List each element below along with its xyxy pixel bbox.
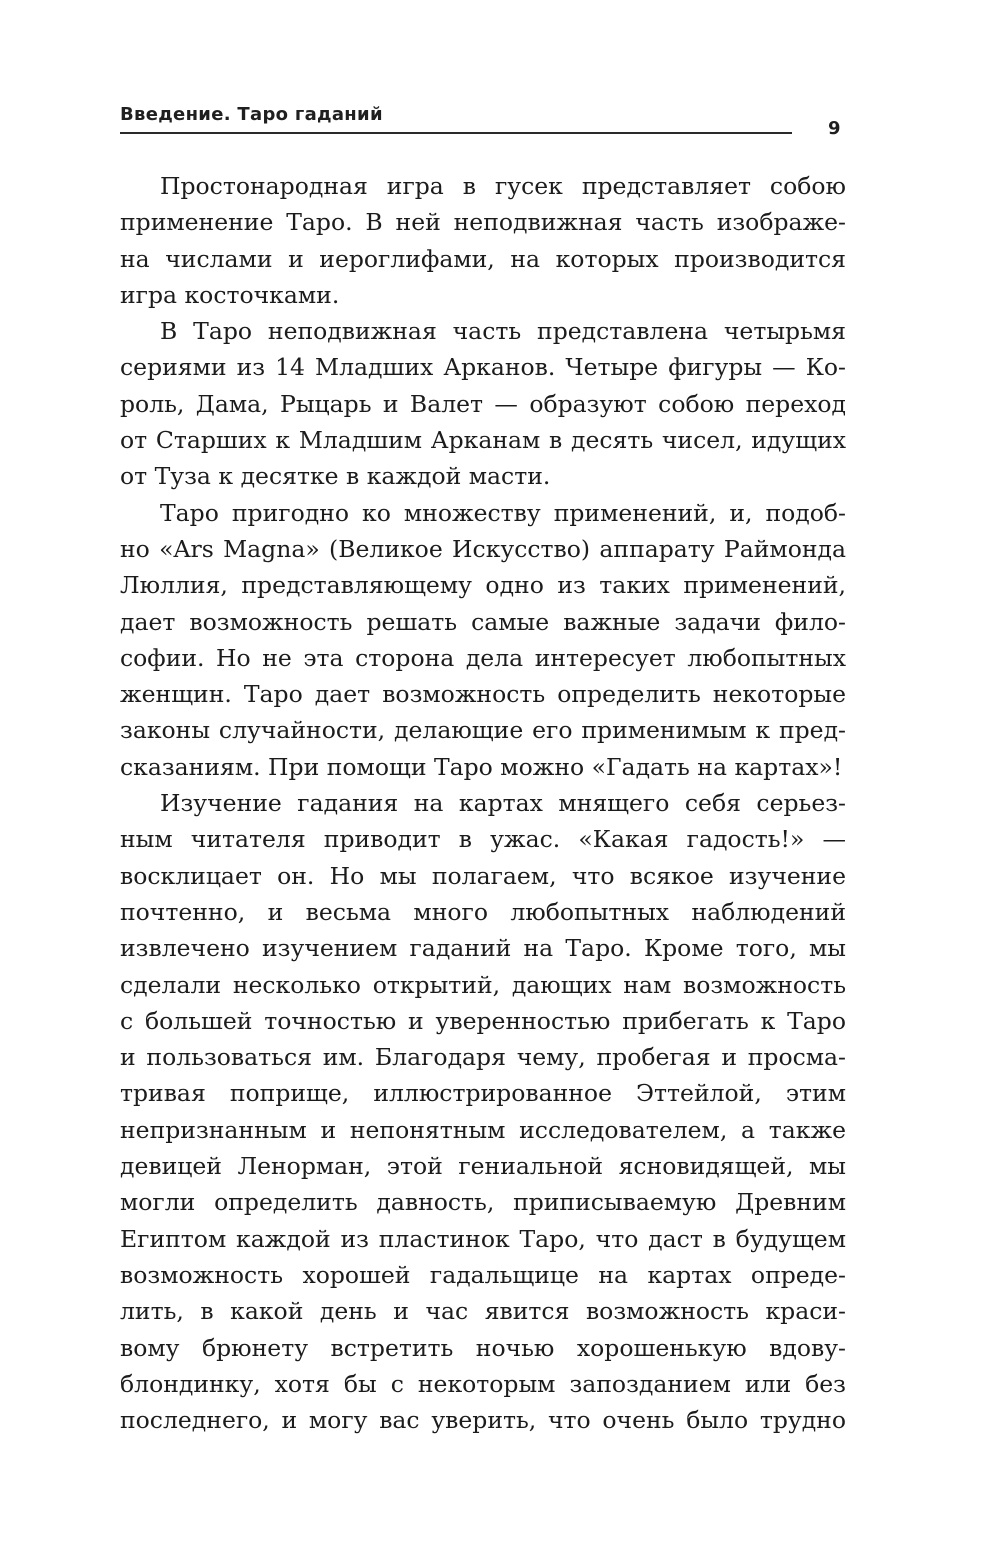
text-line: с большей точностью и уверенностью прибегать к Таро: [120, 1006, 846, 1035]
text-line: от Старших к Младшим Арканам в десять чисел, идущих: [120, 426, 846, 455]
paragraph: [120, 785, 846, 1438]
text-line: на числами и иероглифами, на которых производится: [120, 244, 846, 273]
text-line: и пользоваться им. Благодаря чему, пробегая и просма-: [120, 1043, 846, 1072]
text-line: девицей Ленорман, этой гениальной ясновидящей, мы: [120, 1152, 846, 1181]
text-line: от Туза к десятке в каждой масти.: [120, 462, 551, 491]
text-line: сделали несколько открытий, дающих нам возможность: [120, 970, 846, 999]
text-line: лить, в какой день и час явится возможность краси-: [120, 1297, 846, 1326]
text-line: дает возможность решать самые важные задачи фило-: [120, 607, 846, 636]
text-line: софии. Но не эта сторона дела интересует любопытных: [120, 643, 846, 672]
text-line: роль, Дама, Рыцарь и Валет — образуют собою переход: [120, 389, 846, 418]
paragraph: [120, 313, 846, 494]
text-line: применение Таро. В ней неподвижная часть изображе-: [120, 208, 846, 237]
text-line: сериями из 14 Младших Арканов. Четыре фигуры — Ко-: [120, 353, 846, 382]
body-text: [120, 168, 846, 1438]
text-line: ным читателя приводит в ужас. «Какая гадость!» —: [120, 825, 846, 854]
text-line: Люллия, представляющему одно из таких применений,: [120, 571, 846, 600]
text-line: возможность хорошей гадальщице на картах опреде-: [120, 1260, 846, 1289]
page-number: 9: [828, 118, 841, 139]
text-line: женщин. Таро дает возможность определить некоторые: [120, 680, 846, 709]
text-line: извлечено изучением гаданий на Таро. Кроме того, мы: [120, 934, 846, 963]
text-line: Таро пригодно ко множеству применений, и, подоб-: [160, 498, 846, 527]
text-line: игра косточками.: [120, 280, 340, 309]
text-line: вому брюнету встретить ночью хорошенькую вдову-: [120, 1333, 846, 1362]
text-line: сказаниям. При помощи Таро можно «Гадать на картах»!: [120, 752, 843, 781]
text-line: Египтом каждой из пластинок Таро, что даст в будущем: [120, 1224, 846, 1253]
running-title: Введение. Таро гаданий: [120, 104, 383, 125]
text-line: законы случайности, делающие его применимым к пред-: [120, 716, 846, 745]
text-line: Простонародная игра в гусек представляет собою: [160, 172, 846, 200]
text-line: В Таро неподвижная часть представлена четырьмя: [160, 317, 846, 346]
text-line: блондинку, хотя бы с некоторым запозданием или без: [120, 1369, 846, 1398]
text-line: тривая поприще, иллюстрированное Эттейлой, этим: [120, 1079, 846, 1108]
paragraph: [120, 495, 846, 785]
running-header: [120, 98, 792, 134]
text-line: почтенно, и весьма много любопытных наблюдений: [120, 897, 846, 926]
text-line: последнего, и могу вас уверить, что очень было трудно: [120, 1406, 846, 1435]
text-line: Изучение гадания на картах мнящего себя серьез-: [160, 789, 846, 818]
text-line: восклицает он. Но мы полагаем, что всякое изучение: [120, 861, 846, 890]
text-line: могли определить давность, приписываемую Древним: [120, 1188, 846, 1217]
paragraph: [120, 168, 846, 313]
text-line: непризнанным и непонятным исследователем, а также: [120, 1115, 846, 1144]
text-line: но «Ars Magna» (Великое Искусство) аппарату Раймонда: [120, 534, 846, 563]
